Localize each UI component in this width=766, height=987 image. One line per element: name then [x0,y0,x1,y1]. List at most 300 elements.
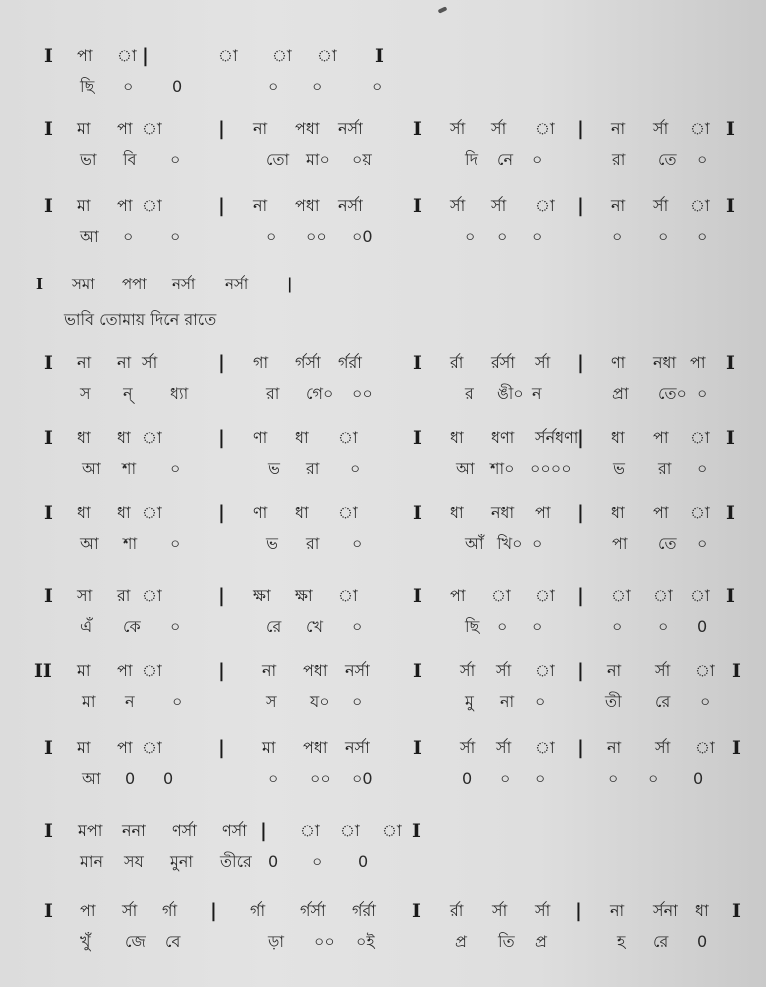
lyric-syllable: ভ [613,459,625,478]
lyric-syllable: ছি [80,77,95,96]
note-token: া [338,586,358,605]
note-token: র্গর্সা [295,353,321,372]
lyric-syllable: 0 [268,852,279,871]
note-token: না [117,353,132,372]
lyric-syllable: ০ [266,227,277,246]
lyric-syllable: ০ [535,692,546,711]
bar-line: I [413,352,422,374]
note-token: পপা [122,275,147,293]
lyric-syllable: ০ [465,227,476,246]
lyric-syllable: ০ [312,852,323,871]
note-token: নর্সা [225,275,249,293]
lyric-syllable: ন [125,692,135,711]
bar-line: I [44,585,53,607]
lyric-syllable: ০ [697,459,708,478]
note-token: র্গর্রা [352,901,376,920]
note-token: পা [535,503,551,522]
lyric-row [0,458,766,488]
lyric-syllable: ভা [80,150,97,169]
note-token: নধা [653,353,677,372]
lyric-syllable: ০য় [352,150,372,169]
lyric-syllable: আ [80,227,99,246]
note-token: ধা [695,901,709,920]
note-token: া [535,196,555,215]
bar-line: I [726,427,735,449]
lyric-syllable: মুনা [170,852,194,871]
lyric-syllable: ০ [535,769,546,788]
lyric-syllable: ০ [658,227,669,246]
note-token: া [690,196,710,215]
lyric-syllable: ন [532,384,542,403]
note-token: র্গা [162,901,178,920]
note-token: র্সা [535,353,551,372]
note-token: ধা [611,503,625,522]
note-token: া [142,586,162,605]
notation-row [0,195,766,225]
lyric-syllable: প্র [455,932,467,951]
note-token: ক্ষা [253,586,271,605]
lyric-syllable: তীরে [220,852,252,871]
lyric-syllable: ন্ [123,384,133,403]
lyric-row [0,149,766,179]
bar-line: | [210,900,217,922]
notation-row [0,45,766,75]
note-token: ণা [253,428,268,447]
lyric-syllable: ০ [608,769,619,788]
lyric-syllable: ০ [648,769,659,788]
bar-line: I [732,660,741,682]
note-token: র্সর্নধণা [535,428,579,447]
note-token: ধা [450,503,464,522]
lyric-syllable: ০ [497,617,508,636]
note-token: া [300,821,320,840]
lyric-syllable: শা [122,459,137,478]
lyric-syllable: 0 [125,769,136,788]
lyric-syllable: আ [80,534,99,553]
note-token: পধা [295,119,320,138]
lyric-syllable: ০ [312,77,323,96]
bar-line: I [732,900,741,922]
lyric-syllable: ০ [532,227,543,246]
lyric-row [0,76,766,106]
note-token: ধা [77,428,91,447]
lyric-syllable: ০ [170,227,181,246]
lyric-syllable: 0 [172,77,183,96]
notation-row [0,737,766,767]
bar-line: | [577,737,584,759]
lyric-syllable: ০ [532,534,543,553]
note-token: পা [653,503,669,522]
lyric-syllable: মু [465,692,474,711]
note-token: া [690,503,710,522]
lyric-row [0,616,766,646]
lyric-syllable: আঁ [465,534,484,553]
lyric-syllable: খি০ [497,534,523,553]
note-token: ক্ষা [295,586,313,605]
lyric-row [0,383,766,413]
lyric-syllable: ০ [352,534,363,553]
bar-line: I [413,585,422,607]
lyric-syllable: ০ [658,617,669,636]
lyric-syllable: আ [82,769,101,788]
note-token: মা [77,119,91,138]
note-token: ধণা [491,428,515,447]
note-token: ধা [295,428,309,447]
lyric-syllable: ০ [123,77,134,96]
lyric-syllable: ০ [352,617,363,636]
note-token: া [117,46,137,65]
lyric-syllable: বি [123,150,137,169]
lyric-syllable: ০ [697,534,708,553]
lyric-syllable: ড়া [268,932,285,951]
bar-line: I [44,118,53,140]
lyric-syllable: ০ [532,617,543,636]
bar-line: | [577,585,584,607]
note-token: না [611,119,626,138]
bar-line: | [577,502,584,524]
note-token: না [77,353,92,372]
bar-line: I [413,660,422,682]
note-token: মা [77,738,91,757]
lyric-syllable: সয [124,852,144,871]
lyric-syllable: ০0 [352,769,373,788]
lyric-syllable: ০ [170,534,181,553]
note-token: র্সা [450,196,466,215]
note-token: া [695,738,715,757]
lyric-syllable: র [465,384,474,403]
lyric-syllable: প্র [535,932,547,951]
note-token: মপা [78,821,103,840]
note-token: নর্সা [345,661,370,680]
lyric-syllable: 0 [693,769,704,788]
lyric-row [0,851,766,881]
note-token: পধা [303,738,328,757]
note-token: র্সা [491,196,507,215]
lyric-syllable: তি [498,932,515,951]
bar-line: | [218,427,225,449]
note-token: পা [653,428,669,447]
bar-line: I [44,45,53,67]
note-token: পা [117,738,133,757]
lyric-syllable: মা [82,692,96,711]
note-token: া [142,119,162,138]
note-token: র্গা [250,901,266,920]
lyric-syllable: তী [605,692,622,711]
lyric-syllable: ০ [697,150,708,169]
lyric-syllable: তে [658,150,677,169]
lyric-syllable: ০০ [310,769,331,788]
bar-line: I [36,275,44,293]
lyric-syllable: ভ [268,459,280,478]
note-token: র্সা [653,119,669,138]
note-token: া [491,586,511,605]
lyric-row [0,931,766,961]
bar-line: | [142,45,149,67]
bar-line: I [44,820,53,842]
bar-line: I [44,195,53,217]
note-token: া [142,738,162,757]
note-token: া [690,119,710,138]
note-token: নধা [491,503,515,522]
lyric-syllable: ০ [123,227,134,246]
lyric-row [0,691,766,721]
lyric-syllable: ০ [697,384,708,403]
notation-row [0,820,766,850]
note-token: মা [77,196,91,215]
lyric-syllable: ০ [497,227,508,246]
note-token: পা [450,586,466,605]
lyric-syllable: পা [612,534,628,553]
lyric-syllable: মা০ [306,150,330,169]
notation-row [0,900,766,930]
note-token: র্গর্রা [338,353,362,372]
lyric-syllable: ০০ [314,932,335,951]
bar-line: | [577,195,584,217]
lyric-syllable: ০ [532,150,543,169]
note-token: র্সা [655,661,671,680]
note-token: া [535,586,555,605]
bar-line: | [218,502,225,524]
lyric-syllable: 0 [697,932,708,951]
note-token: র্রা [450,353,464,372]
lyric-syllable: আ [82,459,101,478]
note-token: র্সা [496,738,512,757]
lyric-syllable: রে [655,692,671,711]
lyric-syllable: রা [266,384,280,403]
note-token: ণা [253,503,268,522]
lyric-syllable: ০ই [356,932,375,951]
lyric-row [0,768,766,798]
lyric-syllable: রা [306,534,320,553]
note-token: র্রা [450,901,464,920]
bar-line: I [726,352,735,374]
lyric-syllable: তো [266,150,290,169]
note-token: না [253,196,268,215]
note-token: া [690,428,710,447]
bar-line: I [412,900,421,922]
lyric-syllable: দি [465,150,478,169]
note-token: া [317,46,337,65]
note-token: নর্সা [172,275,196,293]
note-token: র্সা [496,661,512,680]
lyric-syllable: খে [306,617,323,636]
lyric-row [0,533,766,563]
note-token: ধা [117,503,131,522]
note-token: না [253,119,268,138]
bar-line: II [34,660,52,682]
bar-line: I [413,427,422,449]
bar-line: I [413,118,422,140]
lyric-row [0,309,766,339]
bar-line: I [726,585,735,607]
bar-line: I [726,502,735,524]
note-token: া [142,196,162,215]
lyric-syllable: 0 [697,617,708,636]
note-token: া [272,46,292,65]
ink-speck [438,6,448,13]
note-token: ধা [295,503,309,522]
lyric-syllable: ভ [266,534,278,553]
bar-line: I [375,45,384,67]
note-token: না [611,196,626,215]
note-token: া [653,586,673,605]
lyric-syllable: রে [653,932,669,951]
notation-row [0,585,766,615]
bar-line: | [577,660,584,682]
note-token: পা [77,46,93,65]
note-token: া [535,119,555,138]
lyric-syllable: ০ [500,769,511,788]
note-token: ণা [611,353,626,372]
bar-line: I [732,737,741,759]
lyric-syllable: শা০ [490,459,515,478]
bar-line: | [218,195,225,217]
note-token: মা [77,661,91,680]
lyric-syllable: ০ [352,692,363,711]
note-token: া [382,821,402,840]
note-token: সমা [72,275,95,293]
note-token: নর্সা [338,119,363,138]
bar-line: | [218,660,225,682]
bar-line: | [260,820,267,842]
note-token: া [690,586,710,605]
lyric-row [0,226,766,256]
note-token: ননা [122,821,146,840]
bar-line: | [218,737,225,759]
lyric-syllable: ০ [268,77,279,96]
note-token: া [338,503,358,522]
note-token: া [142,503,162,522]
note-token: র্সা [450,119,466,138]
bar-line: | [575,900,582,922]
note-token: ধা [450,428,464,447]
note-token: ণর্সা [222,821,247,840]
lyric-syllable: প্রা [612,384,629,403]
note-token: নর্সা [345,738,370,757]
note-token: ধা [77,503,91,522]
bar-line: I [44,900,53,922]
note-token: নর্সা [338,196,363,215]
notation-row [0,502,766,532]
lyric-syllable: 0 [163,769,174,788]
note-token: র্সা [491,119,507,138]
note-token: ণর্সা [172,821,197,840]
bar-line: I [44,502,53,524]
note-token: া [695,661,715,680]
lyric-syllable: ০০ [352,384,373,403]
note-token: া [142,428,162,447]
note-token: রা [117,586,131,605]
note-token: পধা [295,196,320,215]
note-token: ধা [611,428,625,447]
bar-line: I [413,737,422,759]
lyric-syllable: এঁ [80,617,93,636]
bar-line: | [218,118,225,140]
note-token: ধা [117,428,131,447]
note-token: র্সা [653,196,669,215]
note-token: না [610,901,625,920]
bar-line: | [577,118,584,140]
lyric-syllable: ০ [372,77,383,96]
bar-line: I [413,195,422,217]
bar-line: | [577,352,584,374]
note-token: া [535,661,555,680]
note-token: না [607,738,622,757]
lyric-syllable: 0 [358,852,369,871]
lyric-syllable: ০ [170,617,181,636]
lyric-syllable: রা [658,459,672,478]
note-token: র্সা [460,661,476,680]
note-token: র্গর্সা [300,901,326,920]
note-token: পা [117,196,133,215]
lyric-syllable: ০ [170,459,181,478]
lyric-syllable: 0 [462,769,473,788]
notation-row [0,352,766,382]
note-token: পা [117,119,133,138]
notation-row [0,273,766,303]
lyric-syllable: ০ [350,459,361,478]
note-token: া [340,821,360,840]
lyric-syllable: শা [123,534,138,553]
notation-row [0,427,766,457]
lyric-syllable: ০ [268,769,279,788]
lyric-syllable: ধ্যা [170,384,189,403]
note-token: র্সা [492,901,508,920]
lyric-syllable: বে [165,932,181,951]
lyric-syllable: ০ [172,692,183,711]
lyric-syllable: ০০ [306,227,327,246]
bar-line: I [412,820,421,842]
note-token: পধা [303,661,328,680]
lyric-syllable: আ [456,459,475,478]
note-token: না [607,661,622,680]
bar-line: I [726,195,735,217]
lyric-syllable: য০ [310,692,330,711]
lyric-syllable: ০0 [352,227,373,246]
lyric-syllable: রে [266,617,282,636]
lyric-syllable: ০ [697,227,708,246]
note-token: পা [690,353,706,372]
note-token: র্সা [122,901,138,920]
note-token: া [338,428,358,447]
note-token: া [218,46,238,65]
note-token: া [535,738,555,757]
lyric-syllable: রা [612,150,626,169]
bar-line: | [218,352,225,374]
bar-line: I [44,427,53,449]
note-token: সা [77,586,93,605]
notation-row [0,118,766,148]
lyric-syllable: ০০০০ [530,459,572,478]
lyric-syllable: স [80,384,91,403]
note-token: া [611,586,631,605]
lyric-syllable: ০ [170,150,181,169]
note-token: র্সা [535,901,551,920]
bar-line: I [44,737,53,759]
note-token: গা [253,353,269,372]
note-token: র্সা [142,353,158,372]
bar-line: | [577,427,584,449]
lyric-syllable: জে [125,932,146,951]
note-token: পা [117,661,133,680]
bar-line: I [44,352,53,374]
lyric-syllable: স [266,692,277,711]
note-token: মা [262,738,276,757]
lyric-syllable: তে০ [658,384,687,403]
note-token: র্সা [655,738,671,757]
notation-row [0,660,766,690]
note-token: র্সনা [653,901,678,920]
